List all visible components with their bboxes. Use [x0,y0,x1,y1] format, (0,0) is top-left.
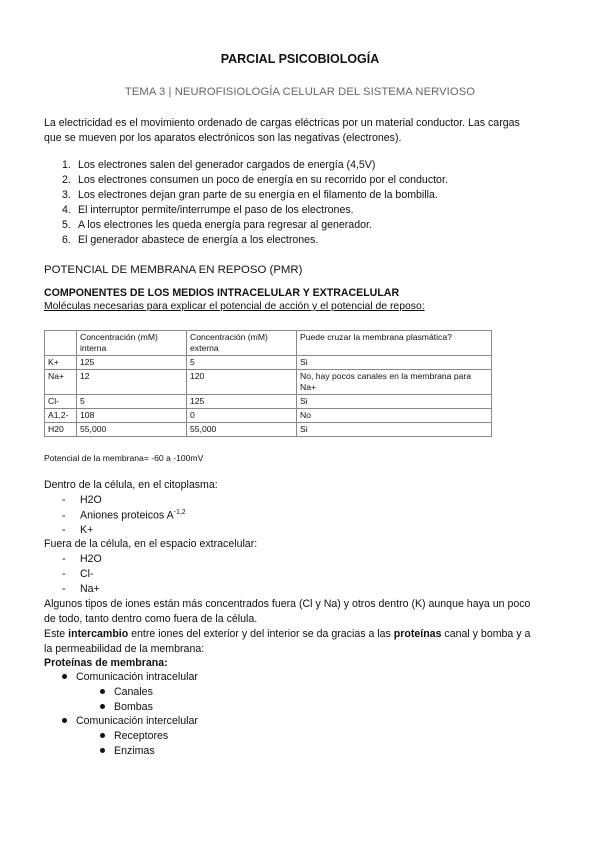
list-item [62,524,93,536]
exchange-text: canal y bomba y a [441,628,531,640]
table-cell: 5 [77,395,187,409]
dash-marker: - [62,583,66,595]
table-cell: Si [297,423,492,437]
list-item [44,203,564,218]
dash-marker: - [62,553,66,565]
list-item [44,218,564,233]
table-cell: H20 [45,423,77,437]
list-number: 1. [62,159,71,171]
table-cell: 55,000 [77,423,187,437]
list-item [62,715,198,727]
ions-line-1: Algunos tipos de iones están más concentrados fuera (Cl y Na) y otros dentro (K) aunque haya un poco [44,598,531,610]
page-title: PARCIAL PSICOBIOLOGÍA [220,52,380,66]
bullet-icon [62,674,67,679]
ion-concentration-table [44,330,492,437]
table-row [45,409,492,423]
table-cell: No, hay pocos canales en la membrana para Na+ [297,370,492,395]
intro-paragraph [44,116,564,146]
exchange-bold-term: intercambio [68,628,129,640]
dash-marker: - [62,494,66,506]
list-text: El interruptor permite/interrumpe el paso de los electrones. [78,204,354,216]
anion-superscript: -1,2 [173,509,186,516]
table-cell: 55,000 [187,423,297,437]
page-subtitle: TEMA 3 | NEUROFISIOLOGÍA CELULAR DEL SISTEMA NERVIOSO [124,86,476,98]
table-cell: 125 [77,356,187,370]
bullet-icon [100,689,105,694]
list-text: Bombas [114,701,153,713]
table-header-row [45,331,492,356]
proteins-bold-term: proteínas [393,628,442,640]
list-number: 3. [62,189,71,201]
list-text: A los electrones les queda energía para regresar al generador. [78,219,372,231]
table-header-cell: Puede cruzar la membrana plasmática? [297,331,492,356]
table-row [45,423,492,437]
list-text: Comunicación intercelular [76,715,198,727]
list-text: K+ [80,524,94,536]
table-cell: K+ [45,356,77,370]
list-item [62,568,94,580]
table-cell: Na+ [45,370,77,395]
molecules-subheading: Moléculas necesarias para explicar el potencial de acción y el potencial de reposo: [44,301,425,312]
list-text: Na+ [80,583,100,595]
list-text: Cl- [80,568,94,580]
exchange-paragraph [44,627,574,657]
table-cell: 0 [187,409,297,423]
list-number: 5. [62,219,71,231]
list-text: Aniones proteicos A [80,509,174,522]
bullet-icon [100,748,105,753]
exchange-text: Este [44,628,69,640]
dash-marker: - [62,509,66,522]
list-item [100,701,153,713]
list-item [62,553,102,565]
section-heading-components: COMPONENTES DE LOS MEDIOS INTRACELULAR Y EXTRACELULAR [44,287,400,299]
list-item [44,158,564,173]
membrane-potential-note: Potencial de la membrana= -60 a -100mV [44,453,204,463]
table-header-cell [45,331,77,356]
exchange-line-2: la permeabilidad de la membrana: [44,643,205,655]
list-item [62,671,198,683]
list-text: El generador abastece de energía a los electrones. [78,234,319,246]
dash-marker: - [62,568,66,580]
list-text: Canales [114,686,153,698]
electron-steps-list [44,158,564,248]
list-number: 6. [62,234,71,246]
ions-paragraph [44,597,574,627]
table-cell: 108 [77,409,187,423]
table-cell: No [297,409,492,423]
table-cell: 125 [187,395,297,409]
list-item [100,730,168,742]
table-header-cell: Concentración (mM) externa [187,331,297,356]
list-text: Receptores [114,730,169,742]
table-cell: 12 [77,370,187,395]
table-row [45,370,492,395]
bullet-icon [62,718,67,723]
list-text: Los electrones dejan gran parte de su energía en el filamento de la bombilla. [78,189,438,201]
list-text: Comunicación intracelular [76,671,198,683]
list-number: 4. [62,204,71,216]
ions-line-2: de todo, tanto dentro como fuera de la célula. [44,613,258,625]
intro-line-2: que se mueven por los aparatos electrónicos son las negativas (electrones). [44,132,402,144]
table-cell: 120 [187,370,297,395]
list-item [62,509,186,522]
membrane-proteins-heading: Proteínas de membrana: [44,657,168,669]
table-cell: Cl- [45,395,77,409]
list-item [62,583,100,595]
list-text: H2O [80,553,102,565]
list-item [100,745,155,757]
list-item [44,173,564,188]
list-item [44,188,564,203]
table-row [45,395,492,409]
list-text: Los electrones salen del generador cargados de energía (4,5V) [78,159,376,171]
section-heading-pmr: POTENCIAL DE MEMBRANA EN REPOSO (PMR) [44,264,303,276]
table-cell: 5 [187,356,297,370]
list-item [62,494,102,506]
list-text: Enzimas [114,745,155,757]
bullet-icon [100,704,105,709]
table-row [45,356,492,370]
inside-heading: Dentro de la célula, en el citoplasma: [44,479,218,491]
exchange-line-1 [44,627,574,642]
table-cell: Si [297,395,492,409]
list-item [100,686,153,698]
list-text: Los electrones consumen un poco de energía en su recorrido por el conductor. [78,174,448,186]
table-header-cell: Concentración (mM) interna [77,331,187,356]
list-item [44,233,564,248]
exchange-text: entre iones del exterior y del interior se da gracias a las [128,628,394,640]
table-cell: Si [297,356,492,370]
outside-heading: Fuera de la célula, en el espacio extracelular: [44,538,258,550]
list-text: H2O [80,494,102,506]
table-cell: A1,2- [45,409,77,423]
bullet-icon [100,733,105,738]
list-number: 2. [62,174,71,186]
intro-line-1: La electricidad es el movimiento ordenado de cargas eléctricas por un material conductor. Las cargas [44,117,520,129]
dash-marker: - [62,524,66,536]
